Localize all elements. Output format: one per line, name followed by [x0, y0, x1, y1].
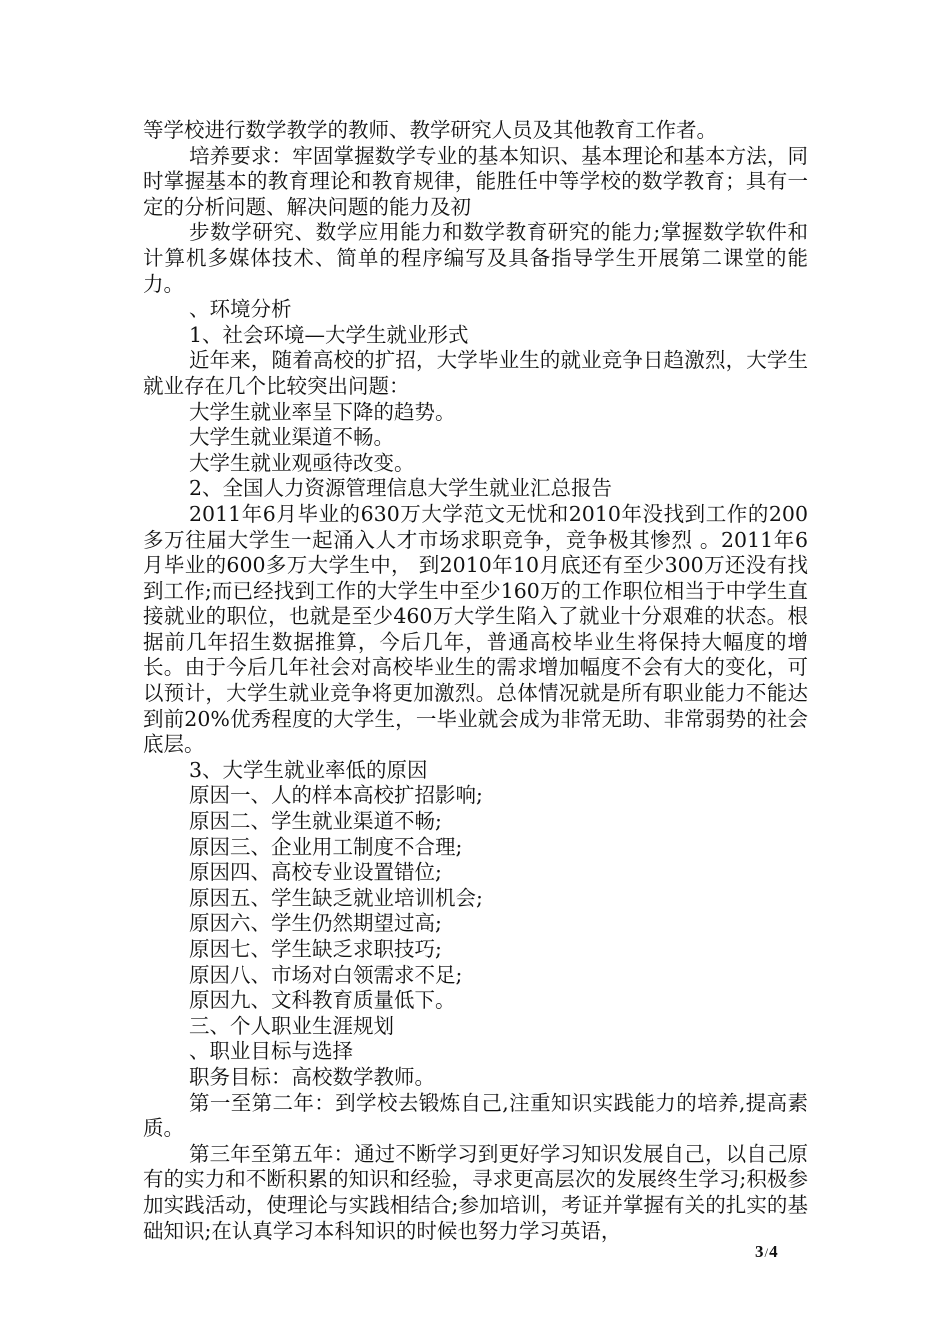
- list-item: 原因九、文科教育质量低下。: [189, 988, 456, 1013]
- subsection-heading: 1、社会环境—大学生就业形式: [189, 322, 469, 347]
- list-item: 原因四、高校专业设置错位;: [189, 860, 442, 885]
- list-item: 大学生就业渠道不畅。: [189, 425, 394, 450]
- list-item: 原因八、市场对白领需求不足;: [189, 962, 463, 987]
- list-item: 原因六、学生仍然期望过高;: [189, 911, 442, 936]
- paragraph: 第一至第二年：到学校去锻炼自己,注重知识实践能力的培养,提高素质。: [143, 1090, 808, 1141]
- list-item: 原因二、学生就业渠道不畅;: [189, 809, 442, 834]
- section-heading: 三、个人职业生涯规划: [189, 1013, 394, 1038]
- paragraph: 职务目标：高校数学教师。: [189, 1064, 435, 1089]
- page-number-separator: /: [764, 1245, 769, 1260]
- page-number-current: 3: [755, 1242, 764, 1261]
- subsection-heading: 2、全国人力资源管理信息大学生就业汇总报告: [189, 476, 613, 501]
- paragraph: 培养要求：牢固掌握数学专业的基本知识、基本理论和基本方法，同时掌握基本的教育理论和教育规律，能胜任中等学校的数学教育；具有一定的分析问题、解决问题的能力及初: [143, 143, 808, 219]
- paragraph: 第三年至第五年：通过不断学习到更好学习知识发展自己，以自己原有的实力和不断积累的知识和经验，寻求更高层次的发展终生学习;积极参加实践活动，使理论与实践相结合;参加培训，考证并掌握有关的扎实的基础知识;在认真学习本科知识的时候也努力学习英语，: [143, 1141, 808, 1243]
- paragraph: 等学校进行数学教学的教师、教学研究人员及其他教育工作者。: [143, 118, 717, 142]
- paragraph: 近年来，随着高校的扩招，大学毕业生的就业竞争日趋激烈，大学生就业存在几个比较突出问题：: [143, 348, 808, 398]
- document-body: [143, 118, 808, 1244]
- list-item: 原因一、人的样本高校扩招影响;: [189, 783, 483, 808]
- page-number-total: 4: [769, 1242, 778, 1261]
- paragraph: 步数学研究、数学应用能力和数学教育研究的能力;掌握数学软件和计算机多媒体技术、简单的程序编写及具备指导学生开展第二课堂的能力。: [143, 220, 808, 296]
- list-item: 大学生就业率呈下降的趋势。: [189, 399, 456, 424]
- list-item: 原因三、企业用工制度不合理;: [189, 834, 463, 859]
- subsection-heading: 3、大学生就业率低的原因: [189, 757, 428, 782]
- list-item: 原因五、学生缺乏就业培训机会;: [189, 885, 483, 910]
- paragraph: 2011年6月毕业的630万大学范文无忧和2010年没找到工作的200多万往届大学生一起涌入人才市场求职竞争，竞争极其惨烈 。2011年6月毕业的600多万大学生中， 到2010年10月底还有至少300万还没有找到工作;而已经找到工作的大学生中至少160万的工作职位相当于中学生直接就业的职位，也就是至少460万大学生陷入了就业十分艰难的状态。根据前几年招生数据推算，今后几年，普通高校毕业生将保持大幅度的增长。由于今后几年社会对高校毕业生的需求增加幅度不会有大的变化，可以预计，大学生就业竞争将更加激烈。总体情况就是所有职业能力不能达到前20%优秀程度的大学生，一毕业就会成为非常无助、非常弱势的社会底层。: [143, 501, 808, 757]
- list-item: 原因七、学生缺乏求职技巧;: [189, 937, 442, 961]
- subsection-heading: 、职业目标与选择: [189, 1039, 353, 1064]
- section-heading: 、环境分析: [189, 297, 292, 322]
- page-number: [755, 1242, 778, 1262]
- list-item: 大学生就业观亟待改变。: [189, 450, 415, 475]
